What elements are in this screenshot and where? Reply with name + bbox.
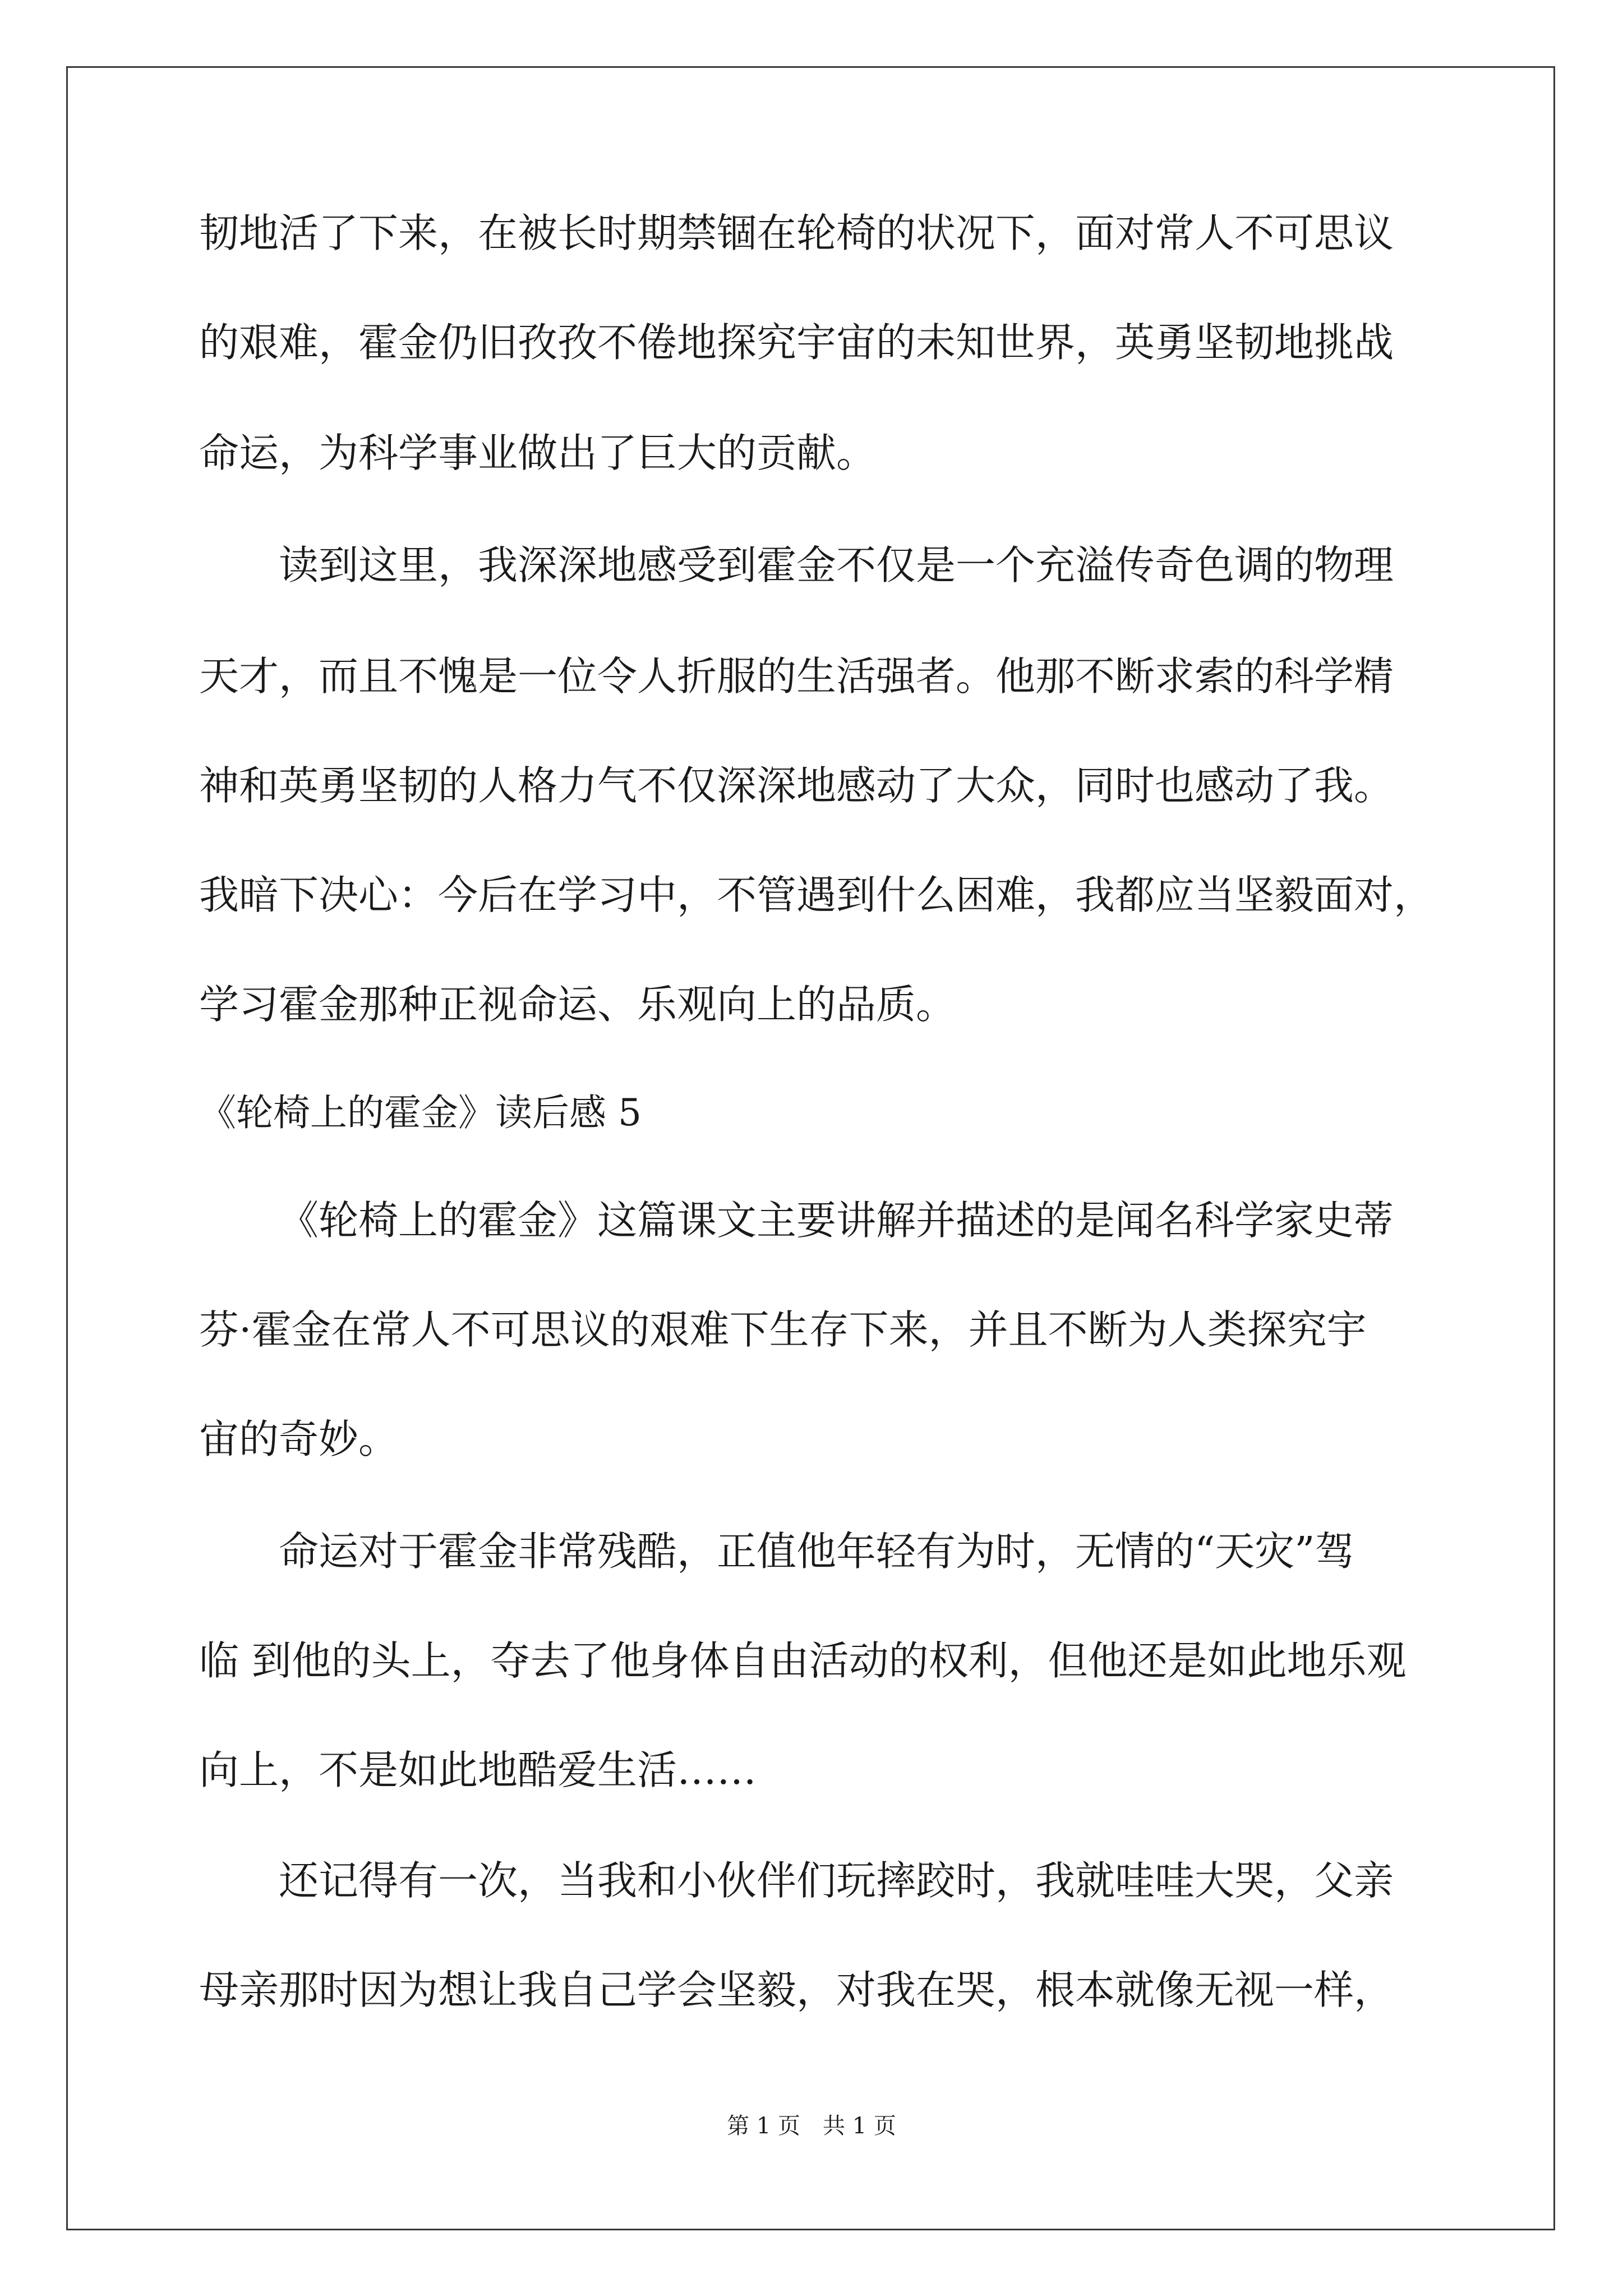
text-line: 母亲那时因为想让我自己学会坚毅，对我在哭，根本就像无视一样， (199, 1967, 1394, 2013)
text-line: 向上，不是如此地酷爱生活…… (199, 1747, 757, 1793)
text-line: 神和英勇坚韧的人格力气不仅深深地感动了大众，同时也感动了我。 (199, 762, 1394, 809)
page-number-footer: 第 1 页 共 1 页 (727, 2113, 896, 2139)
text-line: 我暗下决心：今后在学习中，不管遇到什么困难，我都应当坚毅面对， (199, 872, 1434, 918)
text-line: 命运，为科学事业做出了巨大的贡献。 (199, 430, 877, 476)
text-line: 的艰难，霍金仍旧孜孜不倦地探究宇宙的未知世界，英勇坚韧地挑战 (199, 319, 1394, 366)
text-line: 宙的奇妙。 (199, 1416, 399, 1462)
text-line: 韧地活了下来，在被长时期禁锢在轮椅的状况下，面对常人不可思议 (199, 210, 1394, 256)
text-line: 临 到他的头上，夺去了他身体自由活动的权利，但他还是如此地乐观 (199, 1637, 1407, 1684)
paragraph-start: 《轮椅上的霍金》这篇课文主要讲解并描述的是闻名科学家史蒂 (279, 1197, 1394, 1244)
text-line: 天才，而且不愧是一位令人折服的生活强者。他那不断求索的科学精 (199, 653, 1394, 700)
page-border (66, 66, 1555, 2230)
paragraph-start: 还记得有一次，当我和小伙伴们玩摔跤时，我就哇哇大哭，父亲 (279, 1857, 1394, 1904)
text-line: 学习霍金那种正视命运、乐观向上的品质。 (199, 981, 956, 1028)
section-heading: 《轮椅上的霍金》读后感 5 (199, 1091, 642, 1134)
paragraph-start: 读到这里，我深深地感受到霍金不仅是一个充溢传奇色调的物理 (279, 542, 1394, 588)
paragraph-start: 命运对于霍金非常残酷，正值他年轻有为时，无情的“天灾”驾 (279, 1528, 1355, 1575)
text-line: 芬·霍金在常人不可思议的艰难下生存下来，并且不断为人类探究宇 (199, 1306, 1367, 1353)
